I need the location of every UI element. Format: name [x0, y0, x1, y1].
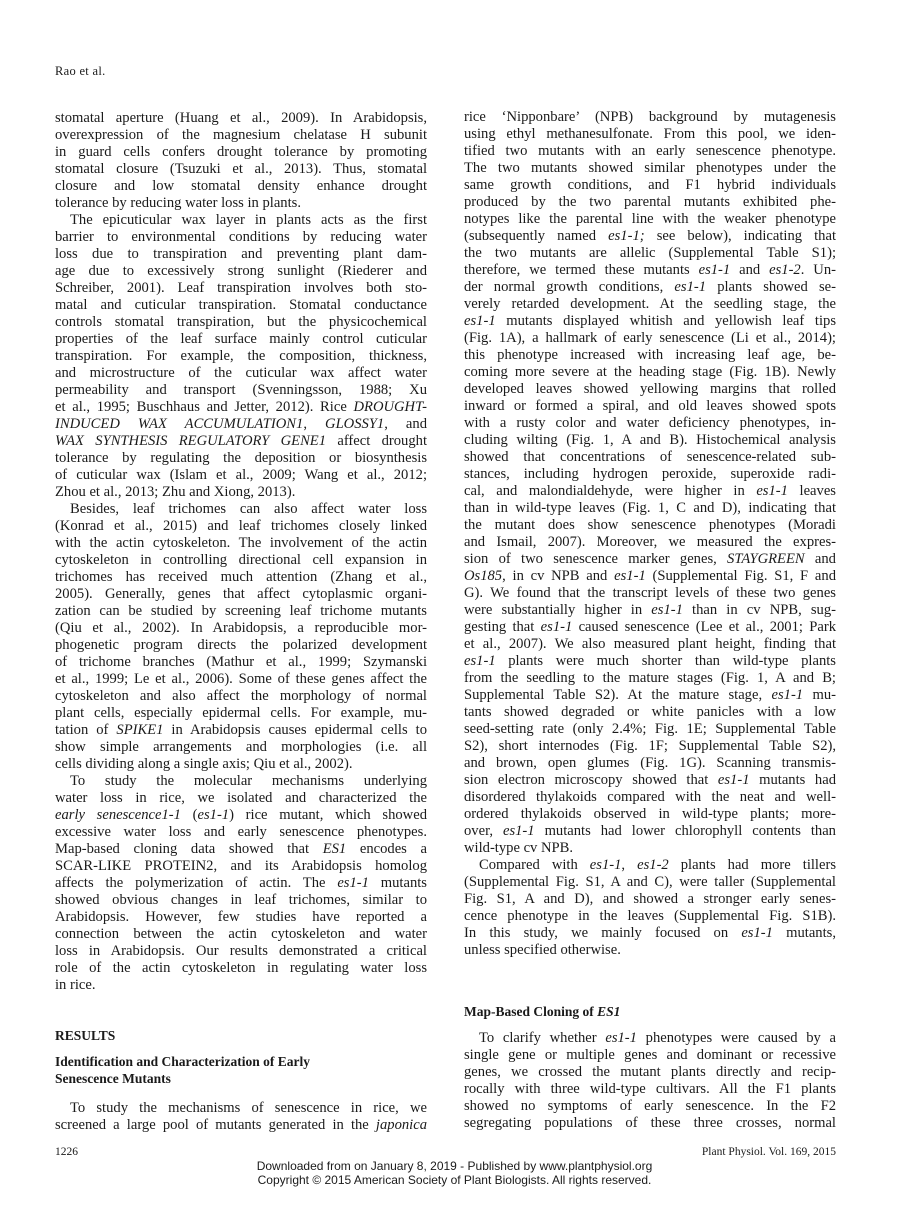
text-run: mutants [368, 875, 427, 891]
italic-text: es1-1 [197, 807, 230, 823]
text-run: ordered thylakoids observed in wild-type plants; more- [464, 806, 836, 822]
text-line [55, 365, 427, 382]
text-run: cence phenotype in the leaves (Supplemental Fig. S1B). [464, 908, 836, 924]
text-run: and [730, 262, 770, 278]
text-line [464, 721, 836, 738]
text-run: loss due to transpiration and preventing plant dam- [55, 246, 427, 262]
right-column-body [464, 109, 836, 959]
text-line [55, 110, 427, 127]
text-run: verely retarded development. At the seedling stage, the [464, 296, 836, 312]
paragraph [464, 857, 836, 959]
text-line [464, 398, 836, 415]
text-run: tified two mutants with an early senescence phenotype. [464, 143, 836, 159]
italic-text: early senescence1-1 [55, 807, 181, 823]
page-number: 1226 [55, 1146, 78, 1158]
paragraph [464, 109, 836, 857]
text-run: cal, and malondialdehyde, were higher in [464, 483, 757, 499]
text-run: . Un- [800, 262, 836, 278]
text-run: mutants displayed whitish and yellowish leaf tips [495, 313, 836, 329]
text-run: stances, including hydrogen peroxide, superoxide radi- [464, 466, 836, 482]
text-run: ( [180, 807, 198, 823]
text-line [464, 687, 836, 704]
text-line [464, 449, 836, 466]
text-run: , in cv NPB and [502, 568, 615, 584]
italic-text: es1-1 [717, 772, 750, 788]
text-run: Arabidopsis. However, few studies have reported a [55, 909, 427, 925]
text-run: cytoskeleton in controlling directional cell expansion in [55, 552, 427, 568]
text-run: notypes like the parental line with the weaker phenotype [464, 211, 836, 227]
text-run: controls stomatal transpiration, but the physicochemical [55, 314, 427, 330]
text-run: phogenetic program directs the polarized development [55, 637, 427, 653]
text-run: (Fig. 1A), a hallmark of early senescence (Li et al., 2014); [464, 330, 836, 346]
text-run: (Qiu et al., 2002). In Arabidopsis, a reproducible mor- [55, 620, 427, 636]
text-line [55, 331, 427, 348]
text-run: The epicuticular wax layer in plants acts as the first [70, 212, 427, 228]
text-line [55, 926, 427, 943]
text-line [55, 586, 427, 603]
italic-text: es1-1 [651, 602, 683, 618]
subheading-line: Senescence Mutants [55, 1071, 171, 1086]
text-line [55, 824, 427, 841]
text-line [464, 262, 836, 279]
italic-text: es1-1 [589, 857, 622, 873]
text-run: the mutant does show senescence phenotypes (Moradi [464, 517, 836, 533]
running-head: Rao et al. [55, 64, 106, 78]
text-run: , [303, 416, 326, 432]
text-run: leaves [787, 483, 836, 499]
paragraph [55, 110, 427, 212]
text-line [55, 1100, 427, 1117]
subsection-heading-identification [55, 1053, 427, 1087]
text-run: (Supplemental Fig. S1, A and C), were taller (Supplemental [464, 874, 836, 890]
text-line [55, 739, 427, 756]
italic-text: es1-1 [464, 653, 496, 669]
italic-text: INDUCED WAX ACCUMULATION1 [55, 416, 304, 432]
text-run: ) rice mutant, which showed [229, 807, 427, 823]
text-run: mutants, [772, 925, 836, 941]
text-line [464, 857, 836, 874]
text-run: permeability and transport (Svenningsson, 1988; Xu [55, 382, 427, 398]
italic-text: es1-1 [337, 875, 369, 891]
text-run: see below), indicating that [644, 228, 836, 244]
download-notice: Downloaded from on January 8, 2019 - Published by www.plantphysiol.org [256, 1159, 653, 1173]
text-run: et al., 1995; Buschhaus and Jetter, 2012). Rice [55, 399, 354, 415]
text-run: 2005). Generally, genes that affect cytoplasmic organi- [55, 586, 427, 602]
text-run: Map-based cloning data showed that [55, 841, 323, 857]
text-line [55, 416, 427, 433]
text-run: et al., 2007). We also measured plant height, finding that [464, 636, 836, 652]
text-run: than in cv NPB, sug- [682, 602, 836, 618]
text-run: To study the molecular mechanisms underlying [70, 773, 427, 789]
copyright-notice: Copyright © 2015 American Society of Plant Biologists. All rights reserved. [257, 1173, 652, 1187]
text-line [55, 960, 427, 977]
text-line [464, 483, 836, 500]
text-run: showed that concentrations of senescence-related sub- [464, 449, 836, 465]
text-run: mu- [803, 687, 836, 703]
text-line [55, 637, 427, 654]
text-line [55, 433, 427, 450]
italic-text: GLOSSY1 [325, 416, 385, 432]
text-line [55, 246, 427, 263]
text-line [55, 705, 427, 722]
heading-gene-name: ES1 [597, 1004, 621, 1019]
italic-text: SPIKE1 [116, 722, 164, 738]
text-line [464, 772, 836, 789]
text-run: and Ismail, 2007). Moreover, we measured the expres- [464, 534, 836, 550]
text-run: unless specified otherwise. [464, 942, 621, 958]
paragraph [55, 501, 427, 773]
italic-text: es1-1 [540, 619, 573, 635]
text-run: plants showed se- [706, 279, 836, 295]
text-line [55, 535, 427, 552]
text-line [464, 823, 836, 840]
text-line [55, 212, 427, 229]
text-line [464, 925, 836, 942]
text-run: and [804, 551, 836, 567]
italic-text: es1-1 [771, 687, 804, 703]
text-run: barrier to environmental conditions by reducing water [55, 229, 427, 245]
text-run: inward or formed a spiral, and old leaves showed spots [464, 398, 836, 414]
text-run: sion electron microscopy showed that [464, 772, 718, 788]
text-line [55, 467, 427, 484]
paragraph [55, 773, 427, 994]
text-line [464, 636, 836, 653]
text-line [464, 211, 836, 228]
italic-text: es1-1 [674, 279, 707, 295]
text-run: sion of two senescence marker genes, [464, 551, 728, 567]
text-run: plant cells, especially epidermal cells. For example, mu- [55, 705, 427, 721]
map-cloning-paragraph [464, 1030, 836, 1132]
text-run: in Arabidopsis causes epidermal cells to [163, 722, 427, 738]
text-line [464, 619, 836, 636]
text-run: showed obvious changes in leaf trichomes, similar to [55, 892, 427, 908]
paragraph [55, 1100, 427, 1134]
text-line [464, 517, 836, 534]
text-run: developed leaves showed yellowing margins that rolled [464, 381, 836, 397]
text-line [464, 194, 836, 211]
text-run: transpiration. For example, the composition, thickness, [55, 348, 427, 364]
text-run: caused senescence (Lee et al., 2001; Park [572, 619, 836, 635]
text-line [464, 296, 836, 313]
text-run: rocally with three wild-type cultivars. All the F1 plants [464, 1081, 836, 1097]
text-line [464, 670, 836, 687]
text-run: properties of the leaf surface mainly control cuticular [55, 331, 427, 347]
text-run: matal and cuticular transpiration. Stomatal conductance [55, 297, 427, 313]
text-run: gesting that [464, 619, 541, 635]
text-run: water loss in rice, we isolated and characterized the [55, 790, 427, 806]
text-line [55, 1117, 427, 1134]
text-run: with a rusty color and water deficiency phenotypes, in- [464, 415, 836, 431]
text-line [55, 688, 427, 705]
text-line [464, 1081, 836, 1098]
text-run: overexpression of the magnesium chelatase H subunit [55, 127, 427, 143]
text-run: zation can be studied by screening leaf trichome mutants [55, 603, 427, 619]
italic-text: es1-1; [608, 228, 645, 244]
subsection-heading-map-based-cloning [464, 1003, 620, 1020]
text-run: loss in Arabidopsis. Our results demonstrated a critical [55, 943, 427, 959]
italic-text: Os185 [464, 568, 503, 584]
text-line [55, 127, 427, 144]
text-line [464, 551, 836, 568]
italic-text: es1-2 [637, 857, 669, 873]
text-line [55, 382, 427, 399]
text-run: of cuticular wax (Islam et al., 2009; Wang et al., 2012; [55, 467, 427, 483]
text-run: affect drought [326, 433, 427, 449]
text-line [464, 806, 836, 823]
text-run: from the seedling to the mature stages (Fig. 1, A and B; [464, 670, 836, 686]
text-run: therefore, we termed these mutants [464, 262, 699, 278]
italic-text: japonica [375, 1117, 427, 1133]
text-line [55, 756, 427, 773]
text-run: closure and low stomatal density enhance drought [55, 178, 427, 194]
text-run: trichomes has received much attention (Zhang et al., [55, 569, 427, 585]
text-run: The two mutants showed similar phenotypes under the [464, 160, 836, 176]
text-line [464, 500, 836, 517]
text-run: showed no symptoms of early senescence. In the F2 [464, 1098, 836, 1114]
text-line [464, 381, 836, 398]
text-line [55, 229, 427, 246]
text-line [464, 789, 836, 806]
text-line [55, 144, 427, 161]
text-run: SCAR-LIKE PROTEIN2, and its Arabidopsis homolog [55, 858, 427, 874]
text-run: in rice. [55, 977, 96, 993]
italic-text: es1-1 [464, 313, 496, 329]
text-run: seed-setting rate (only 2.4%; Fig. 1E; Supplemental Table [464, 721, 836, 737]
subheading-line: Identification and Characterization of Early [55, 1054, 310, 1069]
italic-text: es1-1 [614, 568, 646, 584]
text-run: Fig. S1, A and D), and showed a stronger early senes- [464, 891, 836, 907]
text-line [464, 840, 836, 857]
text-run: Zhou et al., 2013; Zhu and Xiong, 2013). [55, 484, 296, 500]
text-line [55, 518, 427, 535]
text-run: genes, we crossed the mutant plants directly and recip- [464, 1064, 836, 1080]
results-paragraph [55, 1100, 427, 1134]
text-line [55, 314, 427, 331]
text-run: and brown, open glumes (Fig. 1G). Scanning transmis- [464, 755, 836, 771]
text-line [55, 348, 427, 365]
text-run: affects the polymerization of actin. The [55, 875, 338, 891]
section-heading-results: RESULTS [55, 1028, 116, 1043]
text-line [55, 654, 427, 671]
paragraph [464, 1030, 836, 1132]
text-run: S2), short internodes (Fig. 1F; Supplemental Table S2), [464, 738, 836, 754]
journal-citation: Plant Physiol. Vol. 169, 2015 [701, 1146, 836, 1158]
text-run: mutants had lower chlorophyll contents than [534, 823, 836, 839]
text-line [55, 620, 427, 637]
text-run: In this study, we mainly focused on [464, 925, 742, 941]
text-line [464, 1047, 836, 1064]
text-line [55, 603, 427, 620]
text-line [464, 874, 836, 891]
text-run: same growth conditions, and F1 hybrid individuals [464, 177, 836, 193]
text-run: , and [384, 416, 428, 432]
text-line [55, 161, 427, 178]
text-line [464, 177, 836, 194]
text-line [464, 908, 836, 925]
text-run: cluding wilting (Fig. 1, A and B). Histochemical analysis [464, 432, 836, 448]
text-line [464, 738, 836, 755]
text-line [464, 891, 836, 908]
italic-text: WAX SYNTHESIS REGULATORY GENE1 [55, 433, 327, 449]
text-line [464, 432, 836, 449]
text-run: than in wild-type leaves (Fig. 1, C and D), indicating that [464, 500, 836, 516]
text-line [464, 415, 836, 432]
text-line [55, 450, 427, 467]
italic-text: es1-1 [756, 483, 788, 499]
text-run: role of the actin cytoskeleton in regulating water loss [55, 960, 427, 976]
text-run: der normal growth conditions, [464, 279, 675, 295]
text-run: rice ‘Nipponbare’ (NPB) background by mutagenesis [464, 109, 836, 125]
text-run: segregating populations of these three crosses, normal [464, 1115, 836, 1131]
text-run: single gene or multiple genes and dominant or recessive [464, 1047, 836, 1063]
text-line [55, 977, 427, 994]
text-line [464, 1098, 836, 1115]
text-line [464, 160, 836, 177]
text-line [55, 943, 427, 960]
text-run: the two mutants are allelic (Supplemental Table S1); [464, 245, 836, 261]
text-run: G). We found that the transcript levels of these two genes [464, 585, 836, 601]
italic-text: es1-1 [502, 823, 535, 839]
text-line [55, 501, 427, 518]
text-line [464, 143, 836, 160]
text-line [464, 364, 836, 381]
text-line [464, 126, 836, 143]
text-run: plants had more tillers [668, 857, 836, 873]
text-run: encodes a [346, 841, 427, 857]
italic-text: STAYGREEN [727, 551, 805, 567]
text-run: stomatal closure (Tsuzuki et al., 2013). Thus, stomatal [55, 161, 427, 177]
text-line [464, 1115, 836, 1132]
text-line [464, 568, 836, 585]
text-run: plants were much shorter than wild-type plants [495, 653, 836, 669]
italic-text: es1-1 [698, 262, 731, 278]
text-line [464, 245, 836, 262]
text-line [55, 552, 427, 569]
text-line [55, 722, 427, 739]
italic-text: es1-1 [605, 1030, 637, 1046]
text-line [464, 942, 836, 959]
text-run: To clarify whether [479, 1030, 606, 1046]
text-run: (subsequently named [464, 228, 609, 244]
text-run: produced by the two parental mutants exhibited phe- [464, 194, 836, 210]
text-line [55, 263, 427, 280]
text-run: phenotypes were caused by a [636, 1030, 836, 1046]
text-run: coming more severe at the heading stage (Fig. 1B). Newly [464, 364, 836, 380]
text-line [55, 858, 427, 875]
italic-text: ES1 [322, 841, 347, 857]
text-run: of trichome branches (Mathur et al., 1999; Szymanski [55, 654, 427, 670]
text-line [464, 466, 836, 483]
text-line [464, 602, 836, 619]
text-run: wild-type cv NPB. [464, 840, 574, 856]
text-line [55, 790, 427, 807]
text-line [464, 330, 836, 347]
text-line [55, 892, 427, 909]
text-line [55, 297, 427, 314]
text-line [55, 671, 427, 688]
text-run: Compared with [479, 857, 590, 873]
text-run: Schreiber, 2001). Leaf transpiration involves both sto- [55, 280, 427, 296]
text-run: tolerance by reducing water loss in plants. [55, 195, 301, 211]
text-line [464, 534, 836, 551]
text-line [464, 347, 836, 364]
text-line [55, 484, 427, 501]
text-run: were substantially higher in [464, 602, 652, 618]
text-run: disordered thylakoids compared with the neat and well- [464, 789, 836, 805]
text-line [464, 109, 836, 126]
text-run: using ethyl methanesulfonate. From this pool, we iden- [464, 126, 836, 142]
text-run: , [621, 857, 638, 873]
italic-text: es1-2 [769, 262, 801, 278]
text-run: To study the mechanisms of senescence in rice, we [70, 1100, 427, 1116]
paragraph [55, 212, 427, 501]
left-column-body [55, 110, 427, 994]
text-run: and microstructure of the cuticular wax affect water [55, 365, 427, 381]
text-run: in guard cells confers drought tolerance by promoting [55, 144, 427, 160]
text-run: tolerance by regulating the deposition or biosynthesis [55, 450, 427, 466]
text-line [55, 569, 427, 586]
text-run: mutants had [749, 772, 836, 788]
text-run: age due to excessively strong sunlight (Riederer and [55, 263, 427, 279]
text-line [464, 653, 836, 670]
text-line [55, 841, 427, 858]
text-run: cells dividing along a single axis; Qiu et al., 2002). [55, 756, 353, 772]
text-line [55, 195, 427, 212]
text-run: (Supplemental Fig. S1, F and [645, 568, 836, 584]
text-run: this phenotype increased with increasing leaf age, be- [464, 347, 836, 363]
text-line [464, 1064, 836, 1081]
text-line [464, 755, 836, 772]
text-line [55, 875, 427, 892]
text-run: screened a large pool of mutants generated in the [55, 1117, 376, 1133]
text-line [464, 1030, 836, 1047]
text-line [55, 280, 427, 297]
text-line [464, 228, 836, 245]
text-run: Besides, leaf trichomes can also affect water loss [70, 501, 427, 517]
text-line [55, 773, 427, 790]
text-line [464, 279, 836, 296]
text-run: connection between the actin cytoskeleton and water [55, 926, 427, 942]
text-line [55, 807, 427, 824]
text-line [55, 399, 427, 416]
italic-text: es1-1 [741, 925, 773, 941]
text-run: cytoskeleton and also affect the morphology of normal [55, 688, 427, 704]
heading-text: Map-Based Cloning of [464, 1004, 598, 1019]
text-line [55, 909, 427, 926]
text-run: Supplemental Table S2). At the mature stage, [464, 687, 772, 703]
text-run: (Konrad et al., 2015) and leaf trichomes closely linked [55, 518, 427, 534]
text-line [464, 704, 836, 721]
text-line [464, 313, 836, 330]
text-run: tants showed degraded or white panicles with a low [464, 704, 836, 720]
italic-text: DROUGHT- [353, 399, 427, 415]
text-line [55, 178, 427, 195]
text-run: tation of [55, 722, 117, 738]
text-run: over, [464, 823, 503, 839]
text-run: excessive water loss and early senescence phenotypes. [55, 824, 427, 840]
text-run: et al., 1999; Le et al., 2006). Some of these genes affect the [55, 671, 427, 687]
text-run: stomatal aperture (Huang et al., 2009). In Arabidopsis, [55, 110, 427, 126]
text-line [464, 585, 836, 602]
text-run: with the actin cytoskeleton. The involvement of the actin [55, 535, 427, 551]
text-run: show simple arrangements and morphologies (i.e. all [55, 739, 427, 755]
